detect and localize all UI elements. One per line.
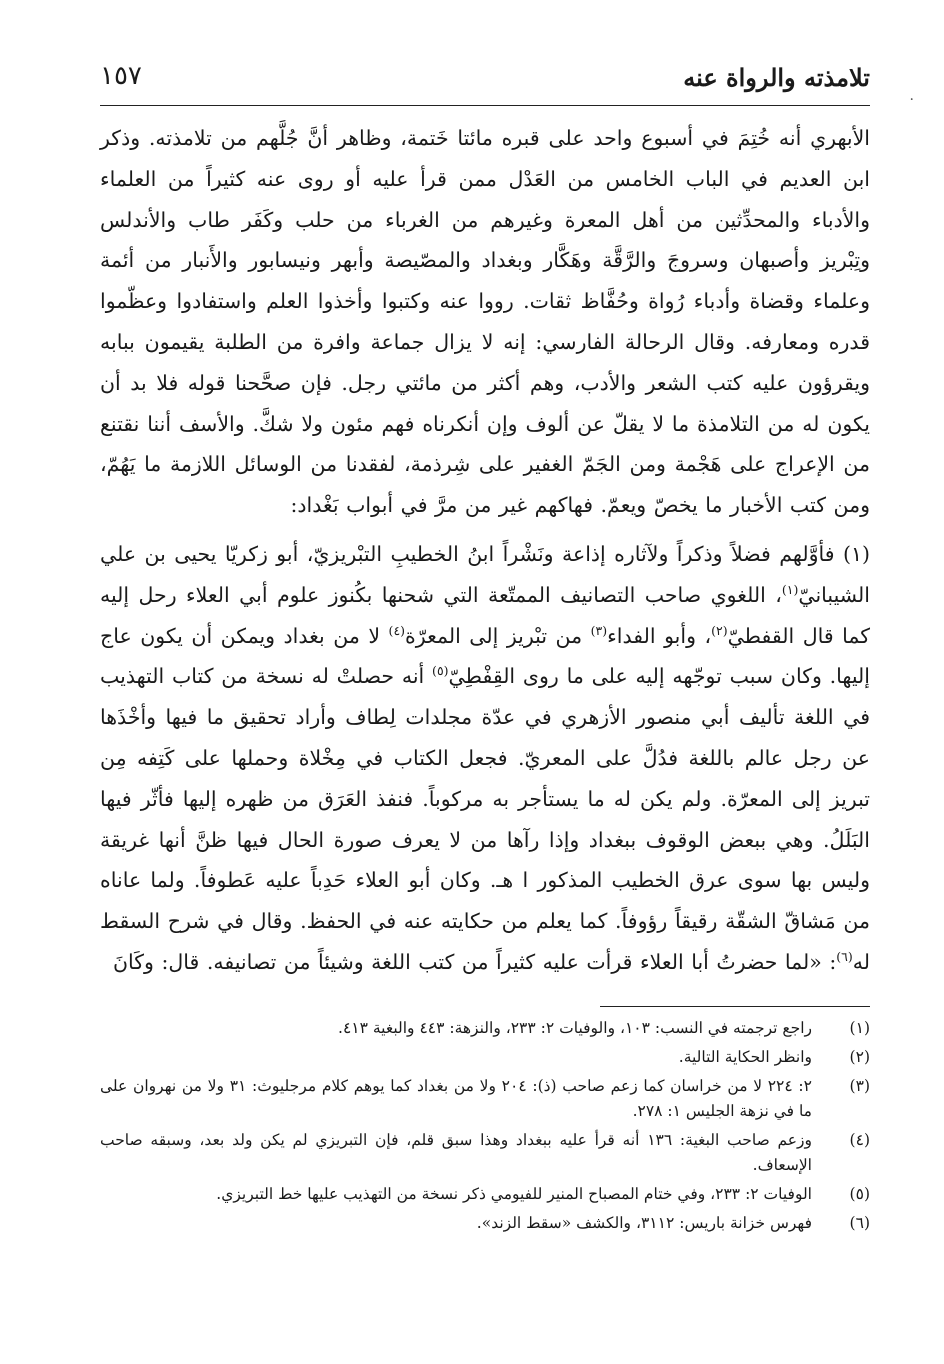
footnote-number: (١) [849,1019,870,1037]
footnote-number: (٥) [849,1185,870,1203]
footnote-divider [600,1006,870,1007]
footnote-ref-1[interactable]: (١) [781,581,799,597]
paragraph-2-segment: لا من بغداد ويمكن أن يكون عاج إليها. وكان سبب توجّهه إليه على ما روى القِفْطِيّ [100,623,870,689]
footnote-ref-4[interactable]: (٤) [388,622,406,638]
paragraph-1: الأبهري أنه خُتِمَ في أسبوع واحد على قبره مائتا خَتمة، وظاهر أنَّ جُلَّهم من تلامذته. وذكر ابن العديم في الباب الخامس من العَدْل ممن قرأ عليه أو روى عنه كثيراً من العلماء والأدباء والمحدِّثين من أهل المعرة وغيرهم من الغرباء من حلب وكَفَر طاب والأندلس وتِبْريز وأصبهان وسروجَ والرَّقَّة وهَكَّار وبغداد والمصّيصة وأبهر ونيسابور والأَنبار من أئمة وعلماء وقضاة وأدباء رُواة وحُفَّاظ ثقات. رووا عنه وكتبوا وأخذوا العلم واستفادوا وعظّموا قدره ومعارفه. وقال الرحالة الفارسي: إنه لا يزال جماعة وافرة من الطلبة يقيمون ببابه ويقرؤون عليه كتب الشعر والأدب، وهم أكثر من مائتي رجل. فإن صحَّحنا قوله فلا بد أن يكون له من التلامذة ما لا يقلّ عن ألوف وإن أنكرناه فهم مئون ولا شكَّ. والأسف أننا نقتنع من الإعراج على هَجْمة ومن الجَمّ الغفير على شِرذمة، لفقدنا من الوسائل اللازمة ما يَهُمّ، ومن كتب الأخبار ما يخصّ ويعمّ. فهاكهم غير من مرَّ في أبواب بَغْداد: [100,126,870,518]
running-title: تلامذته والرواة عنه [683,63,870,92]
footnotes [100,1016,870,1240]
paragraph-2-segment: ، وأبو الفداء [607,623,712,648]
footnote-number: (٤) [849,1131,870,1149]
footnote-ref-5[interactable]: (٥) [432,663,449,679]
footnote-text: وانظر الحكاية التالية. [678,1048,812,1066]
paragraph-2-segment: أنه حصلتْ له نسخة من كتاب التهذيب في اللغة تأليف أبي منصور الأزهري في عدّة مجلدات لِطاف وأراد تحقيق ما فيها وأخْذَها عن رجل عالم باللغة فدُلَّ على المعريّ. فجعل الكتاب في مِخْلاة وحملها على كَتِفه مِن تبريز إلى المعرّة. ولم يكن له ما يستأجر به مركوباً. فنفذ العَرَق من ظهره إليها فأثّر فيها البَلَلُ. وهي ببعض الوقوف ببغداد وإذا رآها من لا يعرف صورة الحال فيها ظنَّ أنها غريقة وليس بها سوى عرق الخطيب المذكور ا هـ. وكان أبو العلاء حَدِباً عليه عَطوفاً. ولما عاناه من مَشاقّ الشقّة رقيقاً رؤوفاً. كما يعلم من حكايته عنه في الحفظ. وقال في شرح السقط له [100,664,870,974]
page-header [100,55,870,106]
paragraph-2-segment: : «لما حضرتُ أبا العلاء قرأت عليه كثيراً من كتب اللغة وشيئاً من تصانيفه. قال: وكَانَ [113,949,837,974]
paragraph-2-segment: من تبْريز إلى المعرّة [405,623,591,648]
page-number: ١٥٧ [100,61,142,91]
footnote-ref-6[interactable]: (٦) [836,949,853,965]
footnote-number: (٣) [849,1077,870,1095]
footnote-item [100,1211,870,1236]
footnote-number: (٦) [849,1214,870,1232]
footnote-ref-2[interactable]: (٢) [711,622,728,638]
footnote-item [100,1016,870,1041]
footnote-item [100,1045,870,1070]
footnote-text: فهرس خزانة باريس: ٣١١٢، والكشف «سقط الزند». [476,1214,812,1232]
paragraph-2-segment: (١) فأوَّلهم فضلاً وذكراً ولآثاره إذاعة ونَشْراً ابنُ الخطيبِ التبْريزيّ، أبو زكريّا يحيى بن علي الشيبانيّ [100,541,870,607]
margin-mark: . [909,88,914,104]
footnote-number: (٢) [849,1048,870,1066]
footnote-ref-3[interactable]: (٣) [590,622,608,638]
footnote-item [100,1074,870,1124]
footnote-item [100,1128,870,1178]
footnote-text: وزعم صاحب البغية: ١٣٦ أنه قرأ عليه ببغداد وهذا سبق قلم، فإن التبريزي لم يكن ولد بعد، وسبقه صاحب الإسعاف. [100,1131,812,1174]
footnote-text: ٢: ٢٢٤ لا من خراسان كما زعم صاحب (ذ): ٢٠٤ ولا من بغداد كما يوهم كلام مرجليوث: ٣١ ولا من نهروان على ما في نزهة الجليس ١: ٢٧٨. [100,1077,812,1120]
paragraph-2-segment: ، اللغوي صاحب التصانيف الممتّعة التي شحنها بكُنوز علوم أبي العلاء رحل إليه كما قال القفطيّ [100,582,870,648]
footnote-text: الوفيات ٢: ٢٣٣، وفي ختام المصباح المنير للفيومي ذكر نسخة من التهذيب عليها خط التبريزي. [216,1185,812,1203]
footnote-text: راجع ترجمته في النسب: ١٠٣، والوفيات ٢: ٢٣٣، والنزهة: ٤٤٣ والبغية ٤١٣. [338,1019,812,1037]
paragraph-2 [100,534,870,983]
main-text [100,118,870,983]
footnote-item [100,1182,870,1207]
